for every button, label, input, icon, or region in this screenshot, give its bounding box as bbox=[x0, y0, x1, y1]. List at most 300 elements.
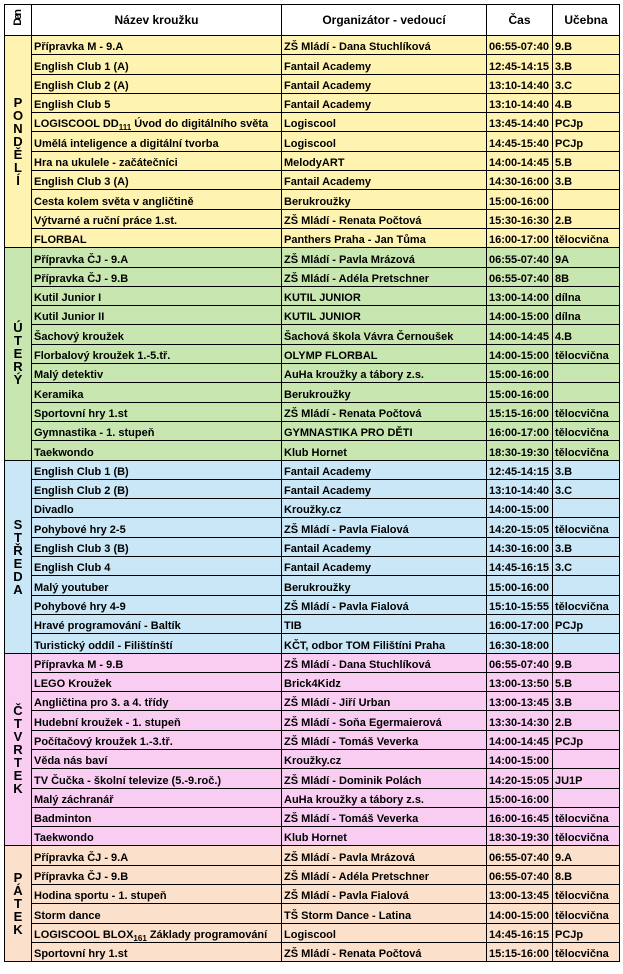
table-row bbox=[5, 885, 620, 904]
cell-name bbox=[32, 383, 282, 402]
cell-time: 16:30-18:00 bbox=[487, 634, 553, 653]
cell-organizer: ZŠ Mládí - Pavla Fialová bbox=[282, 518, 487, 537]
cell-room: 3.B bbox=[553, 460, 620, 479]
cell-room bbox=[553, 364, 620, 383]
table-row bbox=[5, 421, 620, 440]
table-row bbox=[5, 402, 620, 421]
cell-room: tělocvična bbox=[553, 807, 620, 826]
activity-name: Gymnastika - 1. stupeň bbox=[34, 427, 155, 440]
cell-organizer: KUTIL JUNIOR bbox=[282, 306, 487, 325]
cell-name bbox=[32, 885, 282, 904]
cell-name bbox=[32, 730, 282, 749]
activity-name-rest: Základy programování bbox=[146, 928, 268, 941]
cell-time: 18:30-19:30 bbox=[487, 441, 553, 460]
cell-room: tělocvična bbox=[553, 595, 620, 614]
cell-organizer: ZŠ Mládí - Pavla Fialová bbox=[282, 595, 487, 614]
cell-organizer: Logiscool bbox=[282, 132, 487, 151]
header-room: Učebna bbox=[553, 5, 620, 36]
cell-name bbox=[32, 93, 282, 112]
cell-organizer: Berukroužky bbox=[282, 190, 487, 209]
table-row bbox=[5, 865, 620, 884]
activity-name: Sportovní hry 1.st bbox=[34, 407, 128, 420]
cell-organizer: Brick4Kidz bbox=[282, 672, 487, 691]
cell-organizer: Fantail Academy bbox=[282, 171, 487, 190]
cell-name bbox=[32, 672, 282, 691]
cell-organizer: Klub Hornet bbox=[282, 441, 487, 460]
cell-organizer: TIB bbox=[282, 614, 487, 633]
table-row bbox=[5, 846, 620, 865]
day-label-patek bbox=[5, 846, 32, 962]
table-row bbox=[5, 576, 620, 595]
table-row bbox=[5, 634, 620, 653]
cell-organizer: AuHa kroužky a tábory z.s. bbox=[282, 364, 487, 383]
cell-organizer: ZŠ Mládí - Adéla Pretschner bbox=[282, 865, 487, 884]
cell-organizer: ZŠ Mládí - Dana Stuchlíková bbox=[282, 653, 487, 672]
activity-name: English Club 3 (A) bbox=[34, 176, 129, 189]
header-organizer: Organizátor - vedoucí bbox=[282, 5, 487, 36]
activity-name: TV Čučka - školní televize (5.-9.roč.) bbox=[34, 774, 222, 787]
cell-name bbox=[32, 923, 282, 942]
cell-time: 14:45-16:15 bbox=[487, 923, 553, 942]
cell-name bbox=[32, 479, 282, 498]
cell-organizer: ZŠ Mládí - Pavla Mrázová bbox=[282, 846, 487, 865]
cell-name bbox=[32, 132, 282, 151]
table-row bbox=[5, 672, 620, 691]
day-label-ctvrtek bbox=[5, 653, 32, 846]
schedule-body bbox=[5, 36, 620, 962]
table-row bbox=[5, 711, 620, 730]
cell-time: 14:00-15:00 bbox=[487, 306, 553, 325]
activity-name: English Club 2 (B) bbox=[34, 485, 129, 498]
cell-room bbox=[553, 749, 620, 768]
table-row bbox=[5, 383, 620, 402]
cell-name bbox=[32, 711, 282, 730]
cell-room: PCJp bbox=[553, 113, 620, 132]
table-row bbox=[5, 55, 620, 74]
header-day: Den bbox=[5, 5, 32, 36]
table-row bbox=[5, 479, 620, 498]
table-row bbox=[5, 537, 620, 556]
cell-time: 13:10-14:40 bbox=[487, 479, 553, 498]
table-row bbox=[5, 518, 620, 537]
cell-room bbox=[553, 634, 620, 653]
cell-room bbox=[553, 788, 620, 807]
cell-organizer: ZŠ Mládí - Soňa Egermaierová bbox=[282, 711, 487, 730]
activity-name: Věda nás baví bbox=[34, 755, 108, 768]
cell-organizer: Logiscool bbox=[282, 113, 487, 132]
table-row bbox=[5, 248, 620, 267]
cell-room: 3.B bbox=[553, 537, 620, 556]
activity-name: Taekwondo bbox=[34, 446, 94, 459]
cell-name bbox=[32, 557, 282, 576]
cell-organizer: ZŠ Mládí - Jiří Urban bbox=[282, 692, 487, 711]
activity-name: Hravé programování - Baltík bbox=[34, 620, 181, 633]
table-row bbox=[5, 228, 620, 247]
cell-room: dílna bbox=[553, 286, 620, 305]
cell-organizer: Kroužky.cz bbox=[282, 749, 487, 768]
table-row bbox=[5, 325, 620, 344]
cell-room: tělocvična bbox=[553, 402, 620, 421]
cell-organizer: AuHa kroužky a tábory z.s. bbox=[282, 788, 487, 807]
cell-name bbox=[32, 904, 282, 923]
cell-name bbox=[32, 769, 282, 788]
cell-name bbox=[32, 942, 282, 961]
activity-name: Storm dance bbox=[34, 909, 101, 922]
cell-time: 15:00-16:00 bbox=[487, 364, 553, 383]
cell-time: 14:00-14:45 bbox=[487, 151, 553, 170]
table-row bbox=[5, 942, 620, 961]
cell-room: 9A bbox=[553, 248, 620, 267]
table-row bbox=[5, 807, 620, 826]
table-row bbox=[5, 692, 620, 711]
day-name: STŘEDA bbox=[10, 516, 26, 595]
activity-name: Hra na ukulele - začátečníci bbox=[34, 157, 178, 170]
activity-name-subscript: 161 bbox=[133, 934, 147, 943]
cell-room: 9.B bbox=[553, 653, 620, 672]
activity-name: Malý detektiv bbox=[34, 369, 104, 382]
cell-name bbox=[32, 228, 282, 247]
cell-name bbox=[32, 248, 282, 267]
cell-time: 12:45-14:15 bbox=[487, 55, 553, 74]
cell-room: 3.C bbox=[553, 479, 620, 498]
cell-name bbox=[32, 364, 282, 383]
activity-name: Sportovní hry 1.st bbox=[34, 948, 128, 961]
cell-organizer: ZŠ Mládí - Renata Počtová bbox=[282, 402, 487, 421]
cell-organizer: ZŠ Mládí - Tomáš Veverka bbox=[282, 730, 487, 749]
cell-room: tělocvična bbox=[553, 228, 620, 247]
activity-name: English Club 5 bbox=[34, 99, 111, 112]
table-row bbox=[5, 749, 620, 768]
cell-time: 13:10-14:40 bbox=[487, 93, 553, 112]
cell-name bbox=[32, 344, 282, 363]
cell-time: 06:55-07:40 bbox=[487, 248, 553, 267]
cell-time: 16:00-17:00 bbox=[487, 421, 553, 440]
cell-name bbox=[32, 74, 282, 93]
cell-time: 14:00-14:45 bbox=[487, 325, 553, 344]
activity-name: Angličtina pro 3. a 4. třídy bbox=[34, 697, 169, 710]
cell-name bbox=[32, 421, 282, 440]
activity-name: FLORBAL bbox=[34, 234, 87, 247]
activity-name: English Club 2 (A) bbox=[34, 79, 129, 92]
cell-room: 8B bbox=[553, 267, 620, 286]
header-time: Čas bbox=[487, 5, 553, 36]
activity-name: Cesta kolem světa v angličtině bbox=[34, 195, 194, 208]
cell-time: 06:55-07:40 bbox=[487, 865, 553, 884]
cell-organizer: OLYMP FLORBAL bbox=[282, 344, 487, 363]
activity-name: Turistický oddíl - Filištínští bbox=[34, 639, 173, 652]
cell-room: PCJp bbox=[553, 923, 620, 942]
cell-room: JU1P bbox=[553, 769, 620, 788]
cell-organizer: Berukroužky bbox=[282, 383, 487, 402]
cell-time: 06:55-07:40 bbox=[487, 653, 553, 672]
cell-time: 16:00-17:00 bbox=[487, 614, 553, 633]
cell-name bbox=[32, 286, 282, 305]
cell-name bbox=[32, 441, 282, 460]
cell-organizer: ZŠ Mládí - Dominik Polách bbox=[282, 769, 487, 788]
cell-organizer: Panthers Praha - Jan Tůma bbox=[282, 228, 487, 247]
cell-room bbox=[553, 576, 620, 595]
day-name: PONDĚLÍ bbox=[10, 95, 26, 187]
cell-time: 13:45-14:40 bbox=[487, 113, 553, 132]
cell-name bbox=[32, 209, 282, 228]
cell-room: 4.B bbox=[553, 93, 620, 112]
cell-time: 14:30-16:00 bbox=[487, 537, 553, 556]
table-row bbox=[5, 93, 620, 112]
cell-organizer: Kroužky.cz bbox=[282, 499, 487, 518]
cell-room: 3.B bbox=[553, 55, 620, 74]
cell-room: 3.B bbox=[553, 171, 620, 190]
activity-name-rest: Úvod do digitálního světa bbox=[131, 118, 269, 131]
cell-name bbox=[32, 402, 282, 421]
cell-room: 2.B bbox=[553, 209, 620, 228]
cell-organizer: GYMNASTIKA PRO DĚTI bbox=[282, 421, 487, 440]
activity-name: Přípravka ČJ - 9.B bbox=[34, 871, 129, 884]
cell-time: 06:55-07:40 bbox=[487, 267, 553, 286]
cell-time: 15:15-16:00 bbox=[487, 942, 553, 961]
cell-name bbox=[32, 749, 282, 768]
cell-room: tělocvična bbox=[553, 904, 620, 923]
table-row bbox=[5, 441, 620, 460]
cell-time: 14:00-15:00 bbox=[487, 749, 553, 768]
cell-room: tělocvična bbox=[553, 421, 620, 440]
activity-name: Přípravka M - 9.B bbox=[34, 658, 124, 671]
activity-name: Přípravka M - 9.A bbox=[34, 41, 124, 54]
cell-time: 14:20-15:05 bbox=[487, 769, 553, 788]
cell-organizer: Berukroužky bbox=[282, 576, 487, 595]
day-name: ČTVRTEK bbox=[10, 702, 26, 794]
day-name: PÁTEK bbox=[10, 870, 26, 936]
cell-time: 13:00-13:50 bbox=[487, 672, 553, 691]
cell-name bbox=[32, 788, 282, 807]
cell-name bbox=[32, 171, 282, 190]
cell-time: 06:55-07:40 bbox=[487, 846, 553, 865]
cell-room: tělocvična bbox=[553, 827, 620, 846]
activity-name: English Club 4 bbox=[34, 562, 111, 575]
table-row bbox=[5, 113, 620, 132]
cell-time: 14:00-15:00 bbox=[487, 499, 553, 518]
cell-organizer: Fantail Academy bbox=[282, 557, 487, 576]
cell-name bbox=[32, 36, 282, 55]
cell-name bbox=[32, 595, 282, 614]
activity-name: Divadlo bbox=[34, 504, 74, 517]
table-row bbox=[5, 923, 620, 942]
cell-name bbox=[32, 151, 282, 170]
cell-organizer: TŠ Storm Dance - Latina bbox=[282, 904, 487, 923]
cell-time: 14:45-15:40 bbox=[487, 132, 553, 151]
activity-name: Keramika bbox=[34, 388, 84, 401]
cell-name bbox=[32, 518, 282, 537]
cell-time: 13:00-13:45 bbox=[487, 885, 553, 904]
cell-name bbox=[32, 576, 282, 595]
activity-name: Hodina sportu - 1. stupeň bbox=[34, 890, 167, 903]
cell-room: 3.C bbox=[553, 74, 620, 93]
table-row bbox=[5, 190, 620, 209]
table-row bbox=[5, 827, 620, 846]
activity-name: Kutil Junior II bbox=[34, 311, 105, 324]
activity-name-subscript: 111 bbox=[118, 123, 132, 132]
cell-room: tělocvična bbox=[553, 942, 620, 961]
cell-name bbox=[32, 807, 282, 826]
cell-name bbox=[32, 460, 282, 479]
cell-room: tělocvična bbox=[553, 344, 620, 363]
cell-name bbox=[32, 827, 282, 846]
activity-name: LEGO Kroužek bbox=[34, 678, 112, 691]
cell-organizer: KČT, odbor TOM Filištíni Praha bbox=[282, 634, 487, 653]
table-row bbox=[5, 74, 620, 93]
table-row bbox=[5, 730, 620, 749]
cell-time: 13:00-14:00 bbox=[487, 286, 553, 305]
cell-organizer: Fantail Academy bbox=[282, 93, 487, 112]
cell-room bbox=[553, 190, 620, 209]
cell-name bbox=[32, 653, 282, 672]
cell-organizer: Fantail Academy bbox=[282, 55, 487, 74]
header-name: Název kroužku bbox=[32, 5, 282, 36]
table-row bbox=[5, 286, 620, 305]
schedule-table bbox=[4, 4, 620, 962]
activity-name: Florbalový kroužek 1.-5.tř. bbox=[34, 350, 171, 363]
activity-name: Šachový kroužek bbox=[34, 330, 124, 343]
cell-time: 15:00-16:00 bbox=[487, 383, 553, 402]
day-name: ÚTERÝ bbox=[10, 320, 26, 386]
cell-time: 18:30-19:30 bbox=[487, 827, 553, 846]
table-row bbox=[5, 904, 620, 923]
cell-room: tělocvična bbox=[553, 441, 620, 460]
cell-time: 06:55-07:40 bbox=[487, 36, 553, 55]
day-label-utery bbox=[5, 248, 32, 460]
cell-organizer: ZŠ Mládí - Pavla Fialová bbox=[282, 885, 487, 904]
activity-name: English Club 3 (B) bbox=[34, 543, 129, 556]
cell-organizer: ZŠ Mládí - Renata Počtová bbox=[282, 209, 487, 228]
cell-time: 14:20-15:05 bbox=[487, 518, 553, 537]
cell-organizer: Šachová škola Vávra Černoušek bbox=[282, 325, 487, 344]
table-row bbox=[5, 460, 620, 479]
cell-name bbox=[32, 499, 282, 518]
table-row bbox=[5, 653, 620, 672]
table-row bbox=[5, 769, 620, 788]
cell-name bbox=[32, 865, 282, 884]
cell-time: 15:15-16:00 bbox=[487, 402, 553, 421]
cell-time: 15:00-16:00 bbox=[487, 190, 553, 209]
cell-organizer: MelodyART bbox=[282, 151, 487, 170]
activity-name: English Club 1 (B) bbox=[34, 465, 129, 478]
activity-name: Přípravka ČJ - 9.B bbox=[34, 272, 129, 285]
cell-room: 2.B bbox=[553, 711, 620, 730]
cell-name bbox=[32, 537, 282, 556]
cell-name bbox=[32, 614, 282, 633]
table-row bbox=[5, 344, 620, 363]
cell-room: 3.B bbox=[553, 692, 620, 711]
cell-room bbox=[553, 499, 620, 518]
cell-room bbox=[553, 383, 620, 402]
table-row bbox=[5, 306, 620, 325]
cell-room: PCJp bbox=[553, 132, 620, 151]
activity-name: LOGISCOOL BLOX bbox=[34, 928, 134, 941]
cell-time: 16:00-16:45 bbox=[487, 807, 553, 826]
cell-time: 16:00-17:00 bbox=[487, 228, 553, 247]
activity-name: Přípravka ČJ - 9.A bbox=[34, 851, 129, 864]
day-label-pondeli bbox=[5, 36, 32, 248]
cell-organizer: KUTIL JUNIOR bbox=[282, 286, 487, 305]
activity-name: English Club 1 (A) bbox=[34, 60, 129, 73]
table-row bbox=[5, 614, 620, 633]
activity-name: Malý záchranář bbox=[34, 793, 114, 806]
cell-name bbox=[32, 846, 282, 865]
cell-organizer: ZŠ Mládí - Dana Stuchlíková bbox=[282, 36, 487, 55]
cell-time: 15:30-16:30 bbox=[487, 209, 553, 228]
activity-name: Badminton bbox=[34, 813, 92, 826]
table-row bbox=[5, 151, 620, 170]
cell-organizer: ZŠ Mládí - Adéla Pretschner bbox=[282, 267, 487, 286]
cell-room: 5.B bbox=[553, 672, 620, 691]
cell-name bbox=[32, 634, 282, 653]
cell-room: 8.B bbox=[553, 865, 620, 884]
activity-name: Umělá inteligence a digitální tvorba bbox=[34, 137, 219, 150]
table-row bbox=[5, 209, 620, 228]
cell-time: 14:30-16:00 bbox=[487, 171, 553, 190]
cell-time: 15:00-16:00 bbox=[487, 788, 553, 807]
activity-name: Taekwondo bbox=[34, 832, 94, 845]
table-row bbox=[5, 364, 620, 383]
table-row bbox=[5, 595, 620, 614]
activity-name: Přípravka ČJ - 9.A bbox=[34, 253, 129, 266]
activity-name: Počítačový kroužek 1.-3.tř. bbox=[34, 735, 173, 748]
cell-name bbox=[32, 55, 282, 74]
cell-time: 12:45-14:15 bbox=[487, 460, 553, 479]
cell-time: 13:30-14:30 bbox=[487, 711, 553, 730]
cell-time: 15:00-16:00 bbox=[487, 576, 553, 595]
cell-room: 9.A bbox=[553, 846, 620, 865]
cell-organizer: Logiscool bbox=[282, 923, 487, 942]
cell-room: 9.B bbox=[553, 36, 620, 55]
cell-room: 4.B bbox=[553, 325, 620, 344]
table-row bbox=[5, 788, 620, 807]
cell-time: 14:00-14:45 bbox=[487, 730, 553, 749]
cell-organizer: Klub Hornet bbox=[282, 827, 487, 846]
table-row bbox=[5, 557, 620, 576]
day-label-streda bbox=[5, 460, 32, 653]
cell-organizer: ZŠ Mládí - Renata Počtová bbox=[282, 942, 487, 961]
cell-name bbox=[32, 113, 282, 132]
activity-name: Malý youtuber bbox=[34, 581, 109, 594]
cell-time: 13:00-13:45 bbox=[487, 692, 553, 711]
cell-name bbox=[32, 325, 282, 344]
cell-name bbox=[32, 306, 282, 325]
cell-room: 5.B bbox=[553, 151, 620, 170]
cell-time: 13:10-14:40 bbox=[487, 74, 553, 93]
activity-name: Pohybové hry 2-5 bbox=[34, 523, 126, 536]
table-row bbox=[5, 171, 620, 190]
header-row bbox=[5, 5, 620, 36]
table-row bbox=[5, 132, 620, 151]
cell-organizer: ZŠ Mládí - Pavla Mrázová bbox=[282, 248, 487, 267]
cell-organizer: ZŠ Mládí - Tomáš Veverka bbox=[282, 807, 487, 826]
activity-name: Výtvarné a ruční práce 1.st. bbox=[34, 214, 178, 227]
cell-room: tělocvična bbox=[553, 885, 620, 904]
cell-time: 14:45-16:15 bbox=[487, 557, 553, 576]
cell-organizer: Fantail Academy bbox=[282, 74, 487, 93]
cell-time: 15:10-15:55 bbox=[487, 595, 553, 614]
activity-name: Kutil Junior I bbox=[34, 292, 102, 305]
cell-name bbox=[32, 692, 282, 711]
cell-room: PCJp bbox=[553, 614, 620, 633]
cell-room: 3.C bbox=[553, 557, 620, 576]
table-row bbox=[5, 267, 620, 286]
cell-organizer: Fantail Academy bbox=[282, 460, 487, 479]
activity-name: LOGISCOOL DD bbox=[34, 118, 119, 131]
cell-time: 14:00-15:00 bbox=[487, 904, 553, 923]
cell-name bbox=[32, 190, 282, 209]
cell-room: tělocvična bbox=[553, 518, 620, 537]
